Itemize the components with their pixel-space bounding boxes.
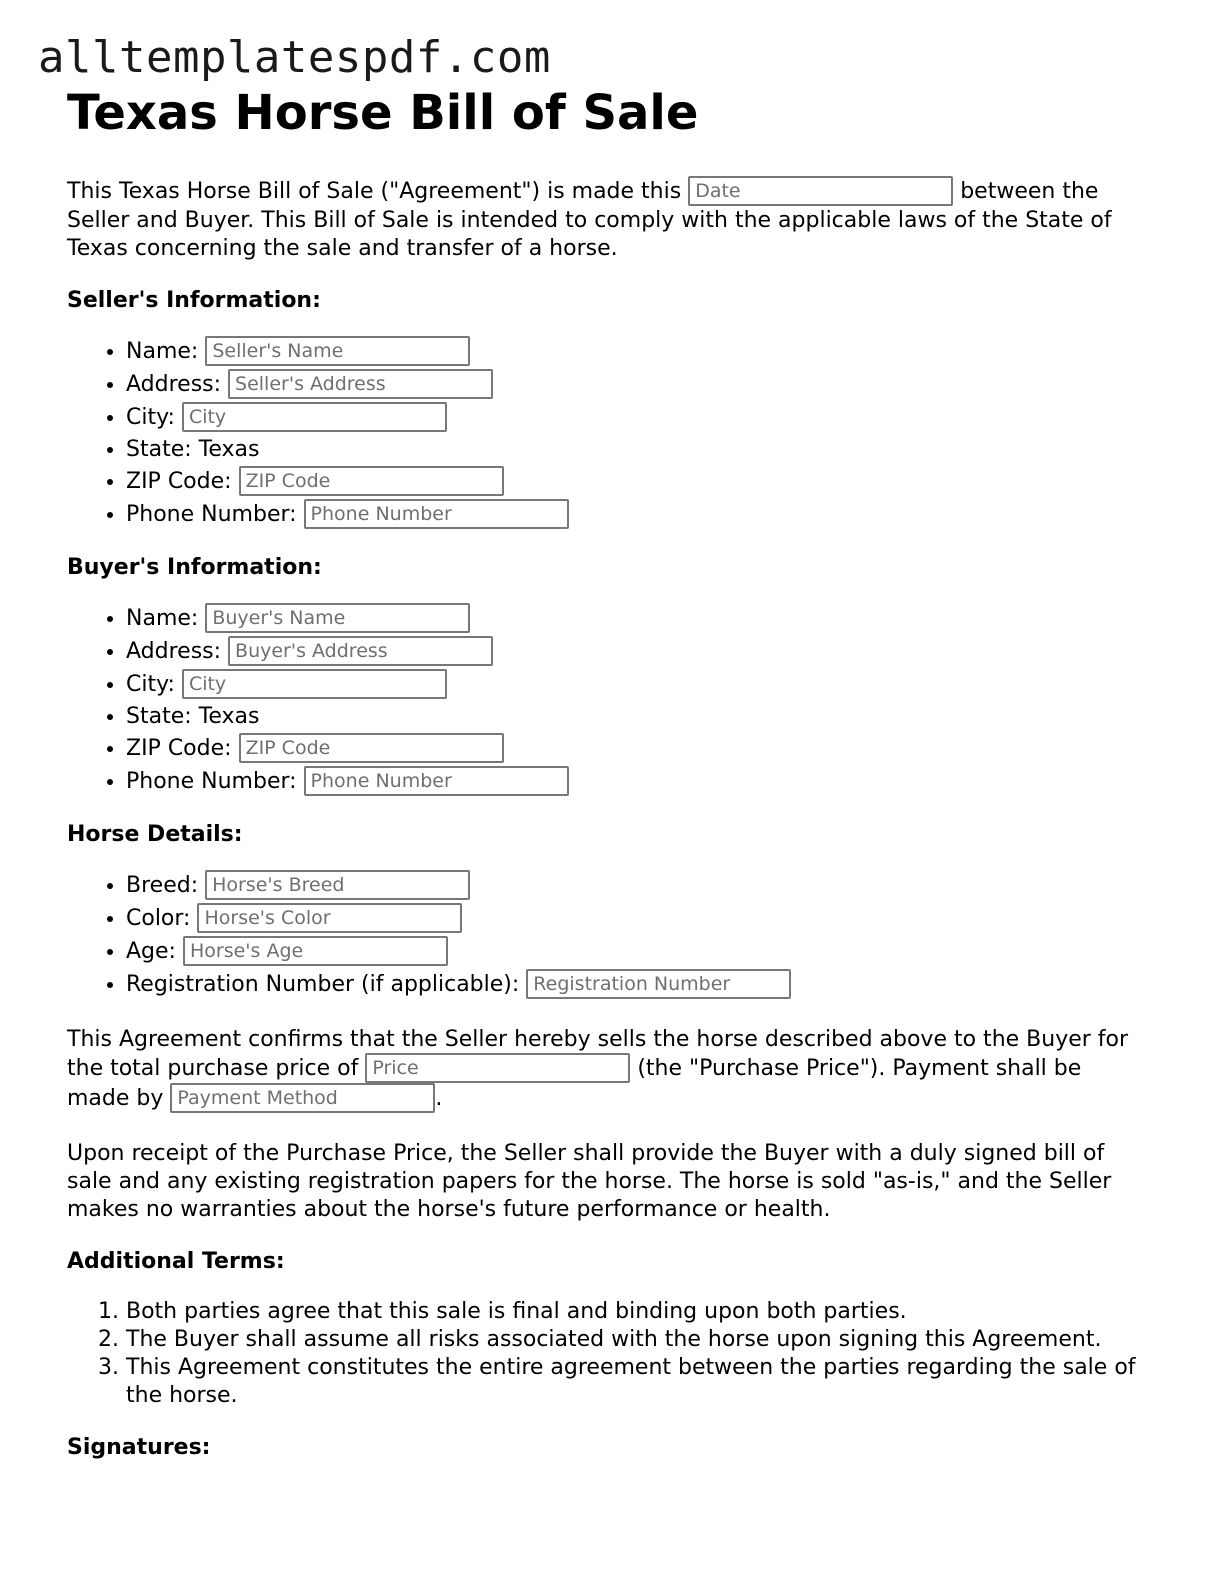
horse-color-field[interactable]: Horse's Color xyxy=(197,903,462,933)
horse-breed-label: Breed: xyxy=(126,873,199,899)
additional-terms-list xyxy=(67,1298,1147,1410)
buyer-name-label: Name: xyxy=(126,606,199,632)
horse-heading: Horse Details: xyxy=(67,822,243,848)
list-item xyxy=(126,703,1147,731)
buyer-state-text: State: Texas xyxy=(126,704,260,730)
buyer-city-label: City: xyxy=(126,672,175,698)
seller-address-label: Address: xyxy=(126,372,222,398)
buyer-address-label: Address: xyxy=(126,639,222,665)
site-watermark: alltemplatespdf.com xyxy=(38,32,551,83)
signatures-heading: Signatures: xyxy=(67,1435,211,1461)
buyer-city-field[interactable]: City xyxy=(182,669,447,699)
list-item xyxy=(126,937,1147,967)
seller-zip-label: ZIP Code: xyxy=(126,469,232,495)
seller-phone-label: Phone Number: xyxy=(126,502,297,528)
buyer-name-field[interactable]: Buyer's Name xyxy=(205,603,470,633)
list-item xyxy=(126,904,1147,934)
list-item: 3. This Agreement constitutes the entire agreement between the parties regarding the sale of the horse. xyxy=(126,1354,1147,1410)
purchase-text-before: This Agreement confirms that the Seller hereby sells the horse described above to the Buyer for the total purchase price of xyxy=(67,1027,1129,1082)
receipt-paragraph: Upon receipt of the Purchase Price, the Seller shall provide the Buyer with a duly signed bill of sale and any existing registration papers for the horse. The horse is sold "as-is," and the Seller makes no warranties about the horse's future performance or health. xyxy=(67,1141,1112,1223)
document-body xyxy=(67,86,1147,1462)
list-item xyxy=(126,871,1147,901)
horse-age-label: Age: xyxy=(126,939,176,965)
list-item xyxy=(126,370,1147,400)
seller-state-text: State: Texas xyxy=(126,437,260,463)
seller-info-list xyxy=(67,337,1147,530)
horse-details-list xyxy=(67,871,1147,1000)
list-item: 2. The Buyer shall assume all risks associated with the horse upon signing this Agreement. xyxy=(126,1326,1147,1354)
buyer-address-field[interactable]: Buyer's Address xyxy=(228,636,493,666)
additional-terms-heading: Additional Terms: xyxy=(67,1249,285,1275)
list-item xyxy=(126,637,1147,667)
buyer-heading: Buyer's Information: xyxy=(67,555,322,581)
seller-city-label: City: xyxy=(126,405,175,431)
seller-heading: Seller's Information: xyxy=(67,288,321,314)
horse-registration-field[interactable]: Registration Number xyxy=(526,969,791,999)
intro-text-after: between the Seller and Buyer. This Bill of Sale is intended to comply with the applicable laws of the State of Texas concerning the sale and transfer of a horse. xyxy=(67,179,1112,262)
list-item: 1. Both parties agree that this sale is final and binding upon both parties. xyxy=(126,1298,1147,1326)
date-field[interactable]: Date xyxy=(688,176,953,206)
list-item xyxy=(126,467,1147,497)
buyer-phone-label: Phone Number: xyxy=(126,769,297,795)
intro-paragraph xyxy=(67,177,1147,263)
payment-method-field[interactable]: Payment Method xyxy=(170,1083,435,1113)
purchase-text-middle: (the "Purchase Price"). Payment shall be made by xyxy=(67,1056,1082,1112)
seller-zip-field[interactable]: ZIP Code xyxy=(239,466,504,496)
list-item xyxy=(126,604,1147,634)
seller-address-field[interactable]: Seller's Address xyxy=(228,369,493,399)
seller-name-field[interactable]: Seller's Name xyxy=(205,336,470,366)
intro-text-before: This Texas Horse Bill of Sale ("Agreement") is made this xyxy=(67,179,682,205)
price-field[interactable]: Price xyxy=(365,1053,630,1083)
list-item xyxy=(126,500,1147,530)
horse-age-field[interactable]: Horse's Age xyxy=(183,936,448,966)
buyer-info-list xyxy=(67,604,1147,797)
horse-breed-field[interactable]: Horse's Breed xyxy=(205,870,470,900)
list-item xyxy=(126,436,1147,464)
buyer-zip-field[interactable]: ZIP Code xyxy=(239,733,504,763)
page-title: Texas Horse Bill of Sale xyxy=(67,85,699,141)
list-item xyxy=(126,970,1147,1000)
list-item xyxy=(126,767,1147,797)
list-item xyxy=(126,337,1147,367)
seller-name-label: Name: xyxy=(126,339,199,365)
purchase-paragraph xyxy=(67,1026,1147,1114)
seller-phone-field[interactable]: Phone Number xyxy=(304,499,569,529)
purchase-text-end: . xyxy=(435,1086,443,1112)
buyer-zip-label: ZIP Code: xyxy=(126,736,232,762)
seller-city-field[interactable]: City xyxy=(182,402,447,432)
list-item xyxy=(126,734,1147,764)
horse-color-label: Color: xyxy=(126,906,191,932)
list-item xyxy=(126,403,1147,433)
horse-registration-label: Registration Number (if applicable): xyxy=(126,972,520,998)
buyer-phone-field[interactable]: Phone Number xyxy=(304,766,569,796)
list-item xyxy=(126,670,1147,700)
